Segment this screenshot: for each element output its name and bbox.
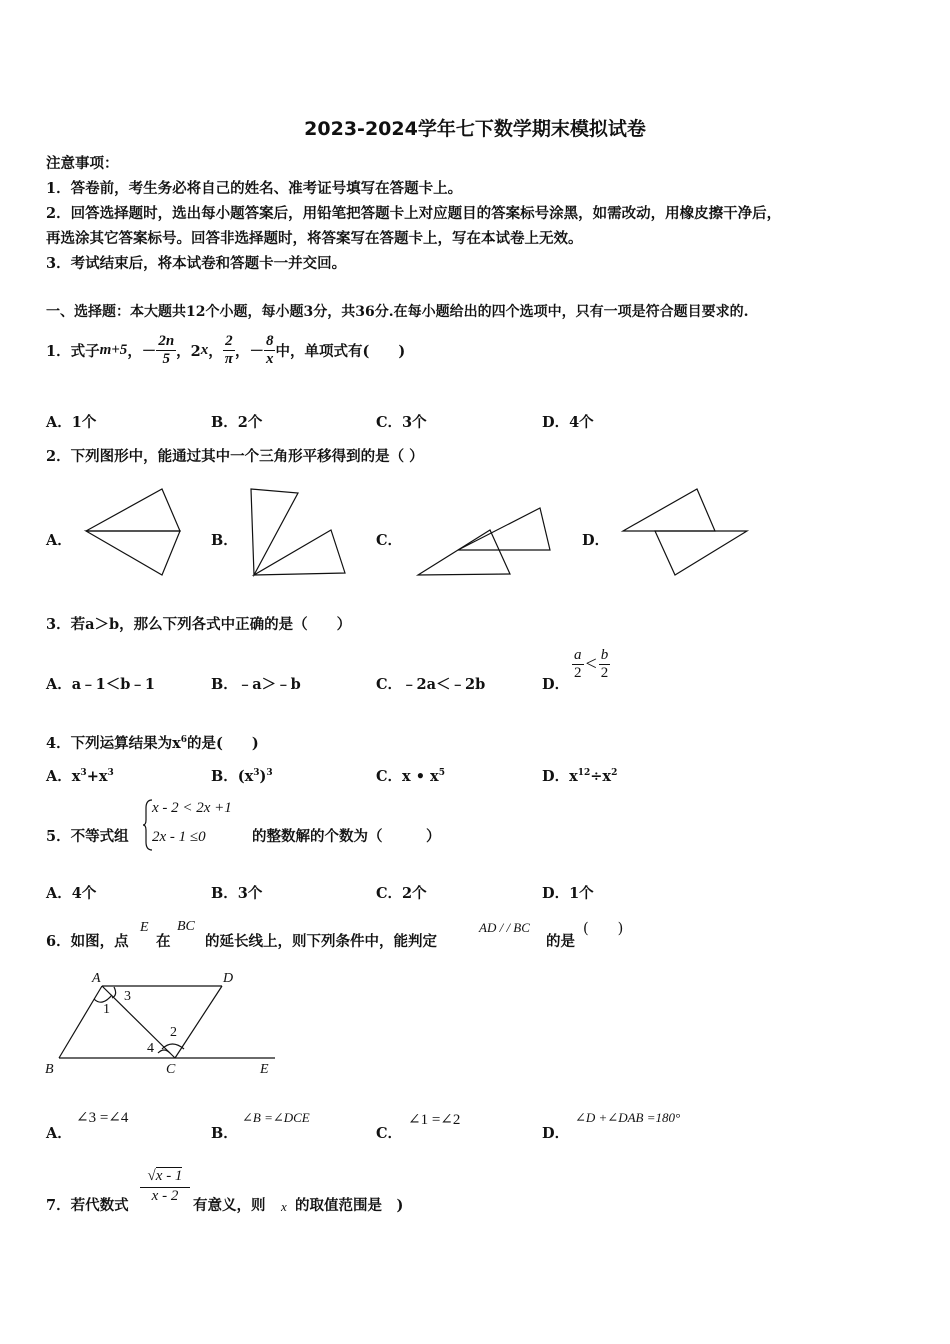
q4d-p0: x — [569, 768, 578, 785]
question-1 — [46, 326, 405, 374]
q2b-triangle-1 — [251, 489, 298, 575]
q1-option-b: B．2个 — [211, 414, 263, 431]
q4c-label: C． — [376, 768, 403, 785]
q4b-p2: ) — [259, 768, 267, 785]
q4-stem-b: 的是( ) — [187, 735, 259, 752]
notice-item-2-cont: 再选涂其它答案标号。回答非选择题时，将答案写在答题卡上，写在本试卷上无效。 — [46, 230, 583, 247]
q6-option-b-expr: ∠B =∠DCE — [242, 1110, 310, 1125]
q6-angle-2: 2 — [170, 1025, 177, 1040]
q6-option-d-expr: ∠D +∠DAB =180° — [575, 1110, 681, 1125]
q1-suffix: 中，单项式有( ) — [275, 342, 406, 360]
q2-figure-c — [410, 500, 560, 582]
q2-figure-d — [615, 483, 755, 581]
q4a-p2: +x — [86, 768, 108, 785]
q2d-triangle-2 — [655, 531, 747, 575]
q6-option-a-expr: ∠3 =∠4 — [76, 1110, 129, 1126]
q4-option-c — [376, 765, 445, 786]
q3-d-b-num: b — [600, 647, 609, 663]
q6-part-1: 6．如图，点 — [46, 933, 129, 950]
q4c-p1: 5 — [438, 768, 445, 779]
q7-suffix: 的取值范围是 ) — [295, 1197, 404, 1214]
q5-option-a: A．4个 — [46, 885, 97, 902]
q4d-p1: 12 — [577, 768, 591, 779]
question-4 — [46, 732, 259, 753]
q1-f3-den: x — [265, 350, 274, 367]
q5-ineq-1: x - 2 < 2x +1 — [152, 800, 232, 816]
page-title: 2023-2024学年七下数学期末模拟试卷 — [304, 118, 646, 140]
q4c-p0: x • x — [402, 768, 439, 785]
q5-prefix: 5．不等式组 — [46, 828, 129, 845]
q4-option-b — [211, 765, 273, 786]
q6-part-3: 的延长线上，则下列条件中，能判定 — [205, 933, 437, 950]
q6-line-ab — [59, 986, 102, 1058]
q3-d-b-den: 2 — [600, 665, 609, 681]
q3-option-d-label: D． — [542, 676, 570, 693]
q3-d-frac-b — [599, 647, 611, 682]
notice-item-1: 1．答卷前，考生务必将自己的姓名、准考证号填写在答题卡上。 — [46, 180, 463, 197]
q4-option-a — [46, 765, 114, 786]
q2d-triangle-1 — [623, 489, 715, 531]
q6-option-d-label: D． — [542, 1125, 570, 1142]
q2-label-d: D． — [582, 532, 610, 549]
q1-f1-den: 5 — [162, 350, 170, 367]
q6-label-b: B — [45, 1062, 54, 1077]
q4d-p2: ÷x — [590, 768, 612, 785]
q1-option-d: D．4个 — [542, 414, 594, 431]
q6-label-a: A — [92, 971, 101, 986]
q7-numerator: x - 1 — [155, 1168, 183, 1184]
q3-d-lt: < — [585, 653, 597, 675]
q1-f2-num: 2 — [223, 333, 235, 351]
q1-option-a: A．1个 — [46, 414, 97, 431]
q6-figure — [40, 965, 285, 1080]
q6-part-4: 的是 — [546, 933, 575, 950]
q6-paren: ( ) — [583, 921, 624, 937]
q6-condition: AD / / BC — [479, 920, 530, 935]
q5-option-d: D．1个 — [542, 885, 594, 902]
q3-d-frac-a — [572, 647, 584, 682]
notice-item-3: 3．考试结束后，将本试卷和答题卡一并交回。 — [46, 255, 347, 272]
q1-f2-den: π — [224, 350, 233, 367]
q7-denominator: x - 2 — [151, 1188, 179, 1204]
q2a-triangle-1 — [86, 489, 180, 531]
q4a-label: A． — [46, 768, 72, 785]
q3-d-a-num: a — [574, 647, 582, 663]
q6-label-d: D — [223, 971, 234, 986]
q6-option-b-label: B． — [211, 1125, 238, 1142]
q6-arc-4 — [158, 1050, 170, 1053]
q2c-triangle-2 — [458, 508, 550, 550]
q4a-p0: x — [71, 768, 81, 785]
q4b-p3: 3 — [266, 768, 273, 779]
q3-option-d-expr — [572, 647, 610, 682]
q6-label-e: E — [260, 1062, 269, 1077]
q2-figure-a — [80, 485, 190, 580]
q1-prefix: 1．式子 — [46, 342, 100, 360]
q6-angle-1: 1 — [103, 1002, 110, 1017]
notice-item-2: 2．回答选择题时，选出每小题答案后，用铅笔把答题卡上对应题目的答案标号涂黑，如需改动，用橡皮擦干净后， — [46, 205, 782, 222]
q7-x: x — [281, 1199, 287, 1214]
q2a-triangle-2 — [86, 531, 180, 575]
q4b-p0: (x — [237, 768, 254, 785]
q4a-p3: 3 — [107, 768, 114, 779]
q3-option-b: B．﹣a＞﹣b — [211, 676, 301, 693]
q2-label-a: A． — [46, 532, 72, 549]
q4a-p1: 3 — [80, 768, 87, 779]
q7-prefix: 7．若代数式 — [46, 1197, 129, 1214]
q4b-p1: 3 — [253, 768, 260, 779]
q7-fraction: √x - 1 x - 2 — [140, 1168, 190, 1205]
q2-label-b: B． — [211, 532, 238, 549]
q2b-triangle-2 — [254, 530, 345, 575]
q6-point-e: E — [140, 920, 149, 935]
q1-sep1: ，－ — [127, 342, 157, 360]
q1-term1: m+5 — [99, 341, 128, 358]
q4b-label: B． — [211, 768, 238, 785]
q4d-p3: 2 — [611, 768, 618, 779]
q4-stem-sup: 6 — [180, 735, 187, 746]
q4d-label: D． — [542, 768, 570, 785]
q6-option-c-expr: ∠1 =∠2 — [408, 1112, 461, 1128]
q6-part-2: 在 — [156, 933, 171, 950]
q4-stem-a: 4．下列运算结果为x — [46, 735, 181, 752]
q1-sep3: ， — [208, 342, 223, 360]
q6-label-c: C — [166, 1062, 176, 1077]
q3-option-a: A．a﹣1＜b﹣1 — [46, 676, 155, 693]
q5-option-c: C．2个 — [376, 885, 427, 902]
question-2: 2．下列图形中，能通过其中一个三角形平移得到的是（ ） — [46, 448, 424, 465]
question-3: 3．若a＞b，那么下列各式中正确的是（ ） — [46, 616, 352, 633]
q1-x: x — [200, 341, 209, 358]
q5-ineq-2: 2x - 1 ≤0 — [152, 829, 206, 845]
q5-option-b: B．3个 — [211, 885, 263, 902]
q3-d-a-den: 2 — [574, 665, 582, 681]
q6-angle-3: 3 — [124, 989, 131, 1004]
section-heading: 一、选择题：本大题共12个小题，每小题3分，共36分.在每小题给出的四个选项中，只有一项是符合题目要求的. — [46, 304, 749, 320]
q6-segment-bc: BC — [177, 919, 195, 934]
q1-fraction-2 — [223, 333, 235, 368]
q5-suffix: 的整数解的个数为（ ） — [252, 828, 441, 845]
q2-figure-b — [245, 483, 355, 583]
q3-option-c: C．﹣2a＜﹣2b — [376, 676, 486, 693]
q7-mid: 有意义，则 — [193, 1197, 266, 1214]
q6-option-a-label: A． — [46, 1125, 72, 1142]
q1-fraction-1 — [156, 333, 176, 368]
q2c-triangle-1 — [418, 530, 510, 575]
q1-sep4: ，－ — [234, 342, 264, 360]
q6-angle-4: 4 — [147, 1041, 154, 1056]
q6-option-c-label: C． — [376, 1125, 403, 1142]
q1-f3-num: 8 — [265, 332, 274, 349]
q2-label-c: C． — [376, 532, 403, 549]
q1-sep2: ，2 — [176, 342, 201, 360]
q5-brace-path — [143, 800, 152, 850]
q1-f1-num: 2n — [158, 332, 175, 349]
notice-heading: 注意事项： — [46, 155, 119, 172]
q1-option-c: C．3个 — [376, 414, 427, 431]
q4-option-d — [542, 765, 617, 786]
q1-fraction-3 — [264, 333, 276, 368]
